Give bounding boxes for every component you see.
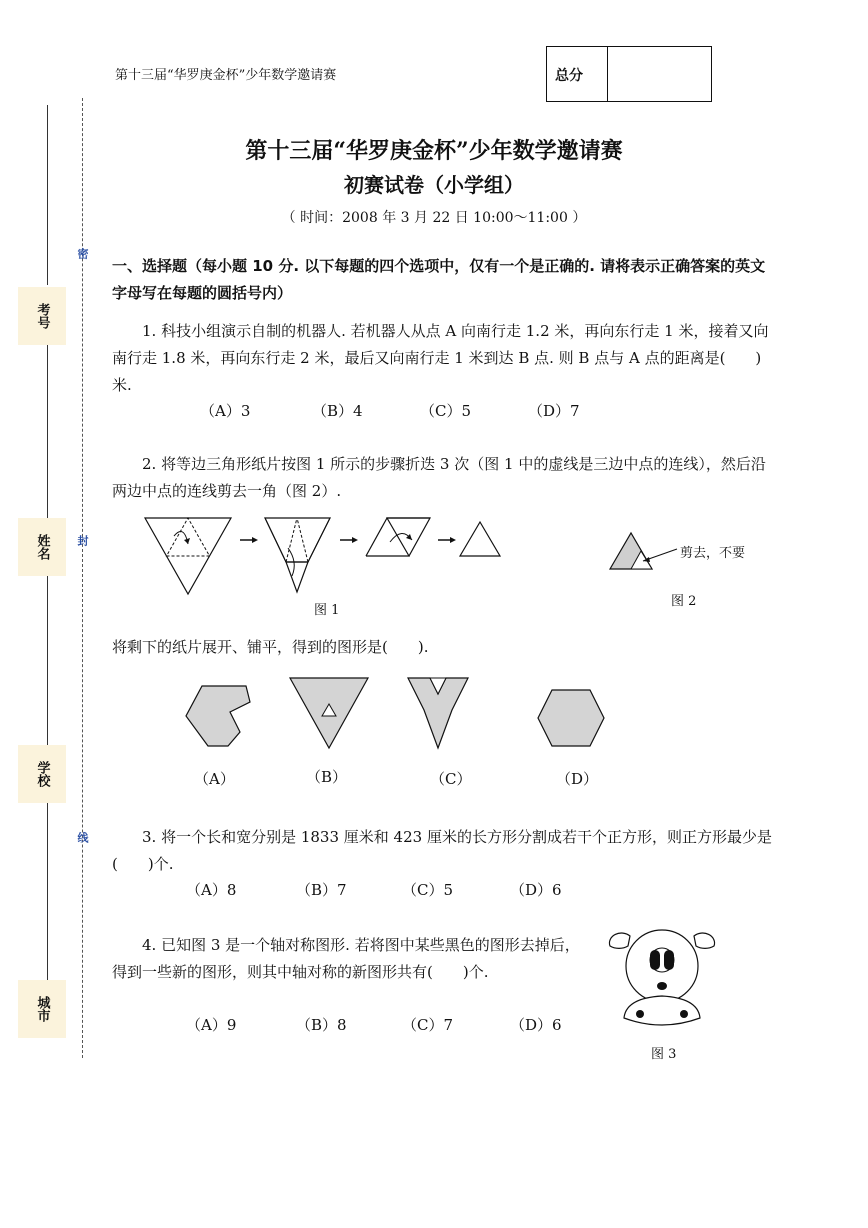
seal-mark: 密 [76,248,89,259]
score-divider [607,47,608,101]
figure-2-caption: 图 2 [671,594,697,609]
question-2: 2. 将等边三角形纸片按图 1 所示的步骤折迭 3 次（图 1 中的虚线是三边中点的连线），然后沿两边中点的连线剪去一角（图 2）. [112,455,766,500]
q2-option-c: （C） [430,770,472,788]
figure-1-fold-steps [140,512,520,602]
q1-option-a: （A）3 [200,402,251,420]
total-score-label: 总分 [555,68,583,84]
q4-option-c: （C）7 [402,1016,454,1034]
question-2-answer-figures [180,676,610,756]
seal-mark: 线 [76,832,89,843]
question-4: 4. 已知图 3 是一个轴对称图形. 若将图中某些黑色的图形去掉后，得到一些新的图形，则其中轴对称的新图形共有( )个. [112,936,580,981]
figure-2-cut [605,525,685,575]
q2-option-b: （B） [306,768,348,786]
q3-option-d: （D）6 [510,881,562,899]
section-heading: 一、选择题（每小题 10 分. 以下每题的四个选项中，仅有一个是正确的. 请将表示正确答案的英文字母写在每题的圆括号内） [112,257,766,302]
running-header: 第十三届“华罗庚金杯”少年数学邀请赛 [115,68,337,83]
margin-line [47,802,48,982]
q3-option-b: （B）7 [296,881,347,899]
name-label: 姓名 [18,518,66,576]
margin-line [47,345,48,520]
q1-option-d: （D）7 [528,402,580,420]
q1-option-c: （C）5 [420,402,472,420]
figure-3-symmetric [606,924,718,1036]
q2-option-a: （A） [194,770,235,788]
figure-2-note: 剪去，不要 [680,546,746,561]
seal-mark: 封 [76,535,89,546]
figure-3-caption: 图 3 [651,1047,677,1062]
q4-option-b: （B）8 [296,1016,347,1034]
q1-option-b: （B）4 [312,402,363,420]
exam-time: （ 时间：2008 年 3 月 22 日 10:00～11:00 ） [281,210,587,226]
seal-line [82,98,83,1058]
q3-option-a: （A）8 [186,881,237,899]
total-score-box [546,46,712,102]
q2-option-d: （D） [556,770,599,788]
page-title: 第十三届“华罗庚金杯”少年数学邀请赛 [245,138,623,164]
question-3: 3. 将一个长和宽分别是 1833 厘米和 423 厘米的长方形分割成若干个正方形，则正方形最少是( )个. [112,828,772,873]
question-1: 1. 科技小组演示自制的机器人. 若机器人从点 A 向南行走 1.2 米，再向东行走 1 米，接着又向南行走 1.8 米，再向东行走 2 米，最后又向南行走 1 米到达 B 点. 则 B 点与 A 点的距离是( )米. [112,322,769,394]
margin-line [47,575,48,750]
figure-1-caption: 图 1 [314,603,340,618]
school-label: 学校 [18,745,66,803]
question-2-prompt: 将剩下的纸片展开、铺平，得到的图形是( ). [112,638,429,656]
q4-option-a: （A）9 [186,1016,237,1034]
city-label: 城市 [18,980,66,1038]
exam-number-label: 考号 [18,287,66,345]
page-subtitle: 初赛试卷（小学组） [344,173,524,197]
q4-option-d: （D）6 [510,1016,562,1034]
q3-option-c: （C）5 [402,881,454,899]
